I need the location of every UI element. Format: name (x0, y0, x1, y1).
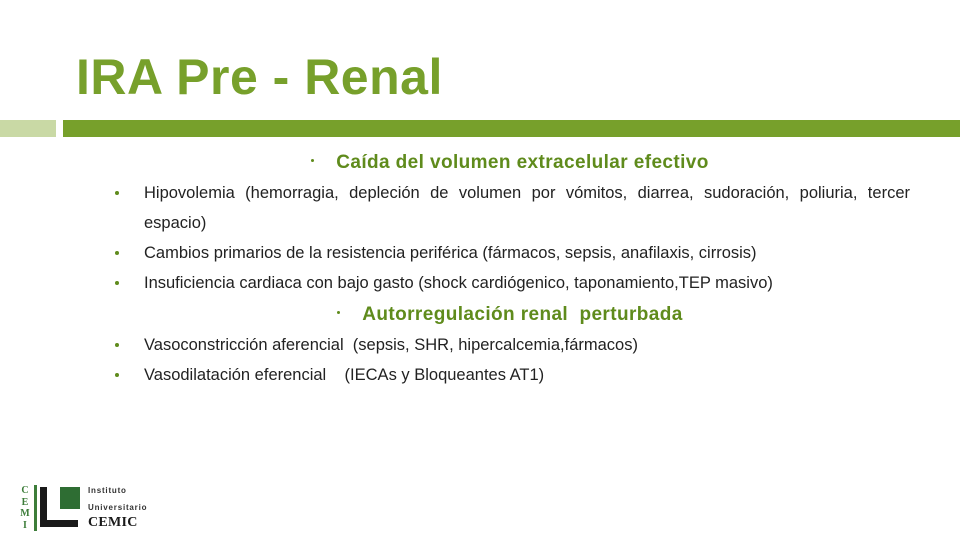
slide-title: IRA Pre - Renal (76, 49, 443, 105)
list-item: Insuficiencia cardiaca con bajo gasto (shock cardiógenico, taponamiento,TEP masivo) (110, 268, 910, 298)
bullet-dot-icon (311, 159, 314, 162)
logo-line-instituto: Instituto (88, 486, 127, 495)
list-item: Cambios primarios de la resistencia periférica (fármacos, sepsis, anafilaxis, cirrosis) (110, 238, 910, 268)
logo-line-universitario: Universitario (88, 503, 148, 512)
list-item: Hipovolemia (hemorragia, depleción de volumen por vómitos, diarrea, sudoración, poliuria, tercer espacio) (110, 178, 910, 238)
section-heading-text: Autorregulación renal perturbada (362, 304, 683, 325)
cemic-logo (16, 485, 146, 533)
logo-letter: M (20, 508, 30, 519)
slide-content (110, 148, 910, 390)
section-heading-autorregulacion (110, 300, 910, 330)
logo-square-icon (60, 487, 80, 509)
bullet-dot-icon (337, 311, 340, 314)
logo-letter: E (21, 496, 29, 508)
logo-line-cemic: CEMIC (88, 515, 138, 530)
title-rule (63, 120, 960, 137)
logo-letter: C (21, 485, 29, 496)
list-item: Vasodilatación eferencial (IECAs y Bloqueantes AT1) (110, 360, 910, 390)
section-heading-text: Caída del volumen extracelular efectivo (336, 152, 709, 173)
logo-letter: I (23, 519, 27, 531)
list-item: Vasoconstricción aferencial (sepsis, SHR, hipercalcemia,fármacos) (110, 330, 910, 360)
section-list-autorregulacion (110, 330, 910, 390)
section-heading-volumen (110, 148, 910, 178)
title-rule-accent (0, 120, 56, 137)
section-list-volumen (110, 178, 910, 298)
logo-vertical-letters (16, 485, 37, 531)
